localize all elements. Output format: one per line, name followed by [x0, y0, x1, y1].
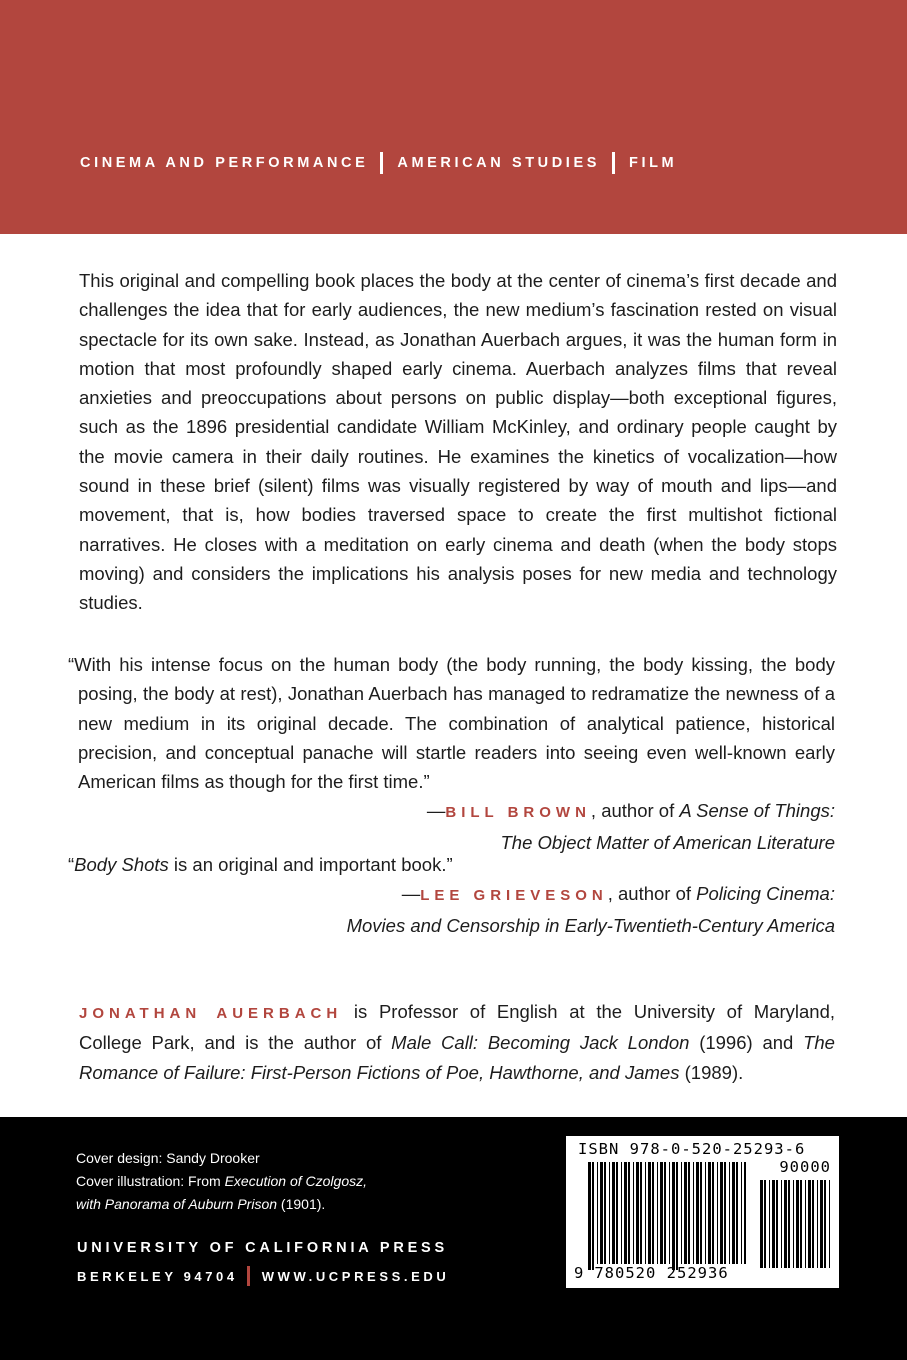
bio-book-2: The Romance of Failure: First-Person Fictions of Poe, Hawthorne, and James	[79, 1032, 835, 1083]
publisher-website: WWW.UCPRESS.EDU	[261, 1268, 450, 1284]
endorsement-bill-brown	[68, 650, 835, 857]
barcode-bar	[729, 1162, 730, 1264]
barcode-bar	[657, 1162, 658, 1264]
cover-design-credit: Cover design: Sandy Drooker	[76, 1150, 260, 1166]
barcode-bar	[624, 1162, 627, 1264]
endorsement-text: “With his intense focus on the human body (the body running, the body kissing, the body posing, the body at rest), Jonathan Auerbach has managed to redramatize the newness of a new medium in its original decade. The combination of analytical patience, historical precision, and conceptual panache will startle readers into seeing even well-known early American films as though for the first time.”	[68, 654, 835, 793]
barcode-bar	[796, 1180, 799, 1268]
endorser-name: BILL BROWN	[445, 804, 591, 822]
publisher-city: BERKELEY 94704	[77, 1268, 238, 1284]
book-description	[79, 266, 837, 618]
category-bar	[80, 152, 677, 174]
barcode-bar	[676, 1162, 678, 1270]
barcode-bar	[660, 1162, 663, 1264]
barcode-bar	[696, 1162, 699, 1264]
barcode-bar	[652, 1162, 654, 1264]
barcode-bar	[829, 1180, 830, 1268]
addon-barcode-bars	[760, 1180, 830, 1268]
endorser-book-subtitle: The Object Matter of American Literature	[500, 831, 835, 853]
barcode-bar	[724, 1162, 726, 1264]
barcode-bar	[736, 1162, 738, 1264]
barcode-bar	[781, 1180, 782, 1268]
barcode-bar	[764, 1180, 766, 1268]
barcode-bar	[808, 1180, 811, 1268]
endorsement-attribution: —BILL BROWN, author of A Sense of Things:	[426, 800, 835, 822]
barcode-bar	[684, 1162, 687, 1264]
category-american-studies: AMERICAN STUDIES	[397, 155, 600, 171]
cover-illustration-credit: Cover illustration: From Execution of Czolgosz,	[76, 1173, 367, 1189]
barcode-bar	[805, 1180, 806, 1268]
endorser-book-title: Policing Cinema:	[696, 883, 835, 905]
barcode-bar	[688, 1162, 690, 1264]
author-name: JONATHAN AUERBACH	[79, 1005, 343, 1022]
endorser-book-title: A Sense of Things:	[679, 800, 835, 822]
category-divider	[380, 152, 383, 174]
author-bio: JONATHAN AUERBACH is Professor of English at the University of Maryland, College Park, and is the author of Male Call: Becoming Jack London (1996) and The Romance of Failure: First-Person Fictions of Poe, Hawthorne, and James (1989).	[79, 1001, 835, 1083]
barcode-bar	[788, 1180, 790, 1268]
barcode-bar	[741, 1162, 742, 1264]
bio-book-1: Male Call: Becoming Jack London	[391, 1032, 690, 1054]
barcode-bar	[597, 1162, 598, 1264]
barcode-bar	[732, 1162, 735, 1264]
ean-barcode-bars	[588, 1162, 746, 1270]
barcode-bar	[600, 1162, 603, 1264]
barcode-bar	[700, 1162, 702, 1264]
category-film: FILM	[628, 155, 678, 171]
barcode-bar	[645, 1162, 646, 1264]
category-divider	[612, 152, 615, 174]
barcode-bar	[705, 1162, 706, 1264]
barcode-bar	[604, 1162, 606, 1264]
barcode-bar	[824, 1180, 826, 1268]
endorsement-lee-grieveson	[68, 850, 835, 940]
barcode-bar	[588, 1162, 591, 1270]
header-band	[0, 0, 907, 234]
barcode-bar	[609, 1162, 610, 1264]
book-title: Body Shots	[74, 854, 169, 875]
barcode-bar	[800, 1180, 802, 1268]
endorsement-text: “Body Shots is an original and important book.”	[68, 854, 453, 875]
barcode-bar	[772, 1180, 775, 1268]
barcode-bar	[612, 1162, 615, 1264]
barcode-bar	[708, 1162, 711, 1264]
category-cinema: CINEMA AND PERFORMANCE	[80, 155, 369, 171]
barcode-panel	[566, 1136, 839, 1288]
barcode-bar	[628, 1162, 630, 1264]
barcode-bar	[793, 1180, 794, 1268]
barcode-bar	[592, 1162, 594, 1270]
barcode-bar	[744, 1162, 746, 1264]
barcode-bar	[636, 1162, 639, 1264]
barcode-bar	[720, 1162, 723, 1264]
endorser-name: LEE GRIEVESON	[420, 887, 608, 905]
isbn-number: ISBN 978-0-520-25293-6	[578, 1140, 806, 1158]
endorser-book-subtitle: Movies and Censorship in Early-Twentieth-Century America	[346, 914, 835, 936]
barcode-bar	[621, 1162, 622, 1264]
barcode-bar	[640, 1162, 642, 1264]
barcode-bar	[712, 1162, 714, 1264]
barcode-bar	[776, 1180, 778, 1268]
barcode-bar	[693, 1162, 694, 1264]
barcode-bar	[760, 1180, 763, 1268]
endorsement-attribution: —LEE GRIEVESON, author of Policing Cinema:	[401, 883, 835, 905]
address-divider	[247, 1266, 250, 1286]
barcode-bar	[669, 1162, 670, 1264]
barcode-bar	[633, 1162, 634, 1264]
barcode-bar	[648, 1162, 651, 1264]
description-text: This original and compelling book places the body at the center of cinema’s first decade and challenges the idea that for early audiences, the new medium’s fascination rested on visual spectacle for its own sake. Instead, as Jonathan Auerbach argues, it was the human form in motion that most profoundly shaped early cinema. Auerbach analyzes films that reveal anxieties and preoccupations about persons on public display—both exceptional figures, such as the 1896 presidential candidate William McKinley, and ordinary people caught by the movie camera in their daily routines. He examines the kinetics of vocalization—how sound in these brief (silent) films was visually registered by way of mouth and lips—and movement, that is, how bodies traversed space to create the first multishot fictional narratives. He closes with a meditation on early cinema and death (when the body stops moving) and considers the implications his analysis poses for new media and technology studies.	[79, 270, 837, 614]
barcode-bar	[817, 1180, 818, 1268]
publisher-name: UNIVERSITY OF CALIFORNIA PRESS	[77, 1240, 448, 1256]
price-code: 90000	[779, 1158, 831, 1176]
barcode-bar	[820, 1180, 823, 1268]
barcode-bar	[616, 1162, 618, 1264]
cover-credits: Cover design: Sandy Drooker Cover illustration: From Execution of Czolgosz, with Panorama of Auburn Prison (1901).	[76, 1147, 367, 1216]
ean-number: 9 780520 252936	[574, 1264, 729, 1282]
publisher-address	[77, 1266, 449, 1286]
barcode-bar	[672, 1162, 675, 1270]
barcode-bar	[784, 1180, 787, 1268]
barcode-bar	[664, 1162, 666, 1264]
barcode-bar	[717, 1162, 718, 1264]
barcode-bar	[681, 1162, 682, 1264]
barcode-bar	[812, 1180, 814, 1268]
barcode-bar	[769, 1180, 770, 1268]
